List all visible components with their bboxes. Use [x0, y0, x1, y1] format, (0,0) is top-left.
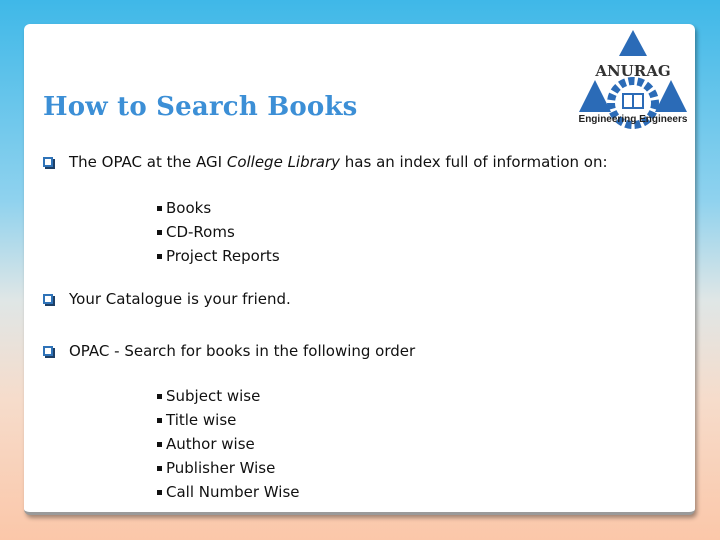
bullet-text: OPAC - Search for books in the following order: [69, 342, 416, 360]
slide: [24, 24, 695, 515]
bullet-opac-index: [43, 153, 608, 171]
checkbox-bullet-icon: [43, 157, 53, 167]
square-bullet-icon: [157, 254, 162, 259]
anurag-logo: [575, 28, 691, 132]
list-item: Project Reports: [157, 244, 280, 268]
logo-name: ANURAG: [595, 62, 671, 80]
square-bullet-icon: [157, 490, 162, 495]
square-bullet-icon: [157, 206, 162, 211]
logo-tagline: Engineering Engineers: [578, 114, 688, 125]
emphasis-text: College Library: [226, 153, 341, 171]
square-bullet-icon: [157, 394, 162, 399]
list-item: Title wise: [157, 408, 300, 432]
list-item: Call Number Wise: [157, 480, 300, 504]
bullet-search-order: [43, 342, 415, 360]
checkbox-bullet-icon: [43, 346, 53, 356]
bullet-text: Your Catalogue is your friend.: [69, 290, 291, 308]
square-bullet-icon: [157, 418, 162, 423]
resource-list: [157, 196, 280, 268]
list-item: Books: [157, 196, 280, 220]
bullet-catalogue: [43, 290, 291, 308]
search-order-list: [157, 384, 300, 504]
square-bullet-icon: [157, 442, 162, 447]
slide-title: How to Search Books: [43, 92, 358, 122]
list-item: Author wise: [157, 432, 300, 456]
checkbox-bullet-icon: [43, 294, 53, 304]
list-item: CD-Roms: [157, 220, 280, 244]
square-bullet-icon: [157, 230, 162, 235]
list-item: Publisher Wise: [157, 456, 300, 480]
bullet-text: The OPAC at the AGI College Library has an index full of information on:: [69, 153, 608, 171]
square-bullet-icon: [157, 466, 162, 471]
list-item: Subject wise: [157, 384, 300, 408]
